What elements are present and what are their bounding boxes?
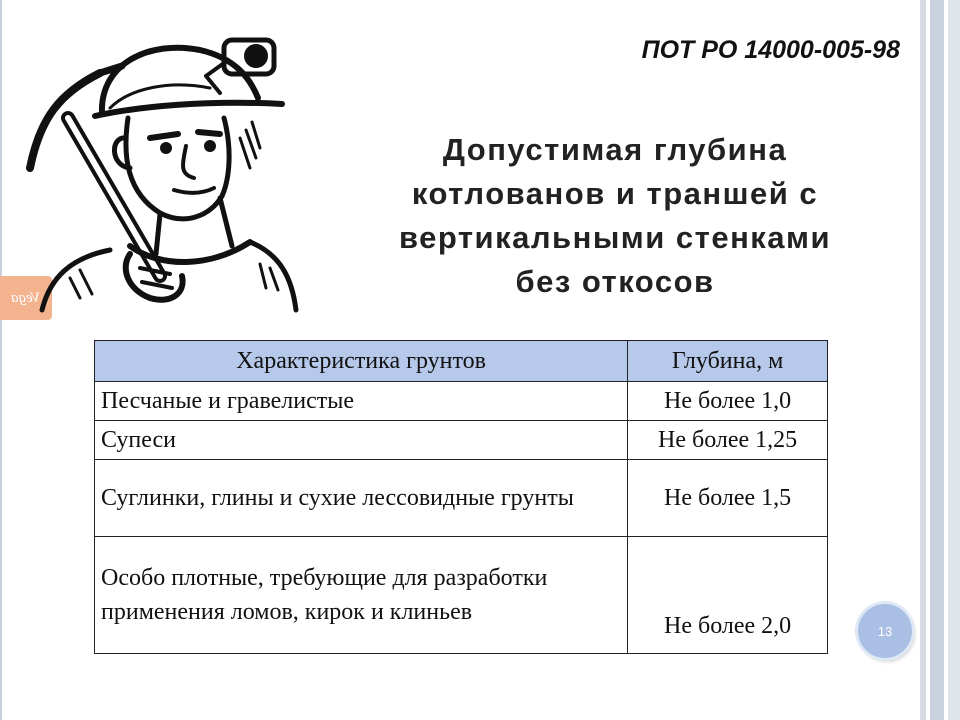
right-border-bar [930, 0, 944, 720]
header-soil: Характеристика грунтов [95, 341, 628, 382]
page-number-badge: 13 [858, 604, 912, 658]
table-row [95, 537, 828, 654]
depth-cell: Не более 1,0 [628, 382, 828, 421]
table-row [95, 421, 828, 460]
slide-title: Допустимая глубина котлованов и траншей с вертикальными стенками без откосов [398, 132, 832, 299]
table-row [95, 382, 828, 421]
soil-cell: Песчаные и гравелистые [95, 382, 628, 421]
right-border-bar [948, 0, 960, 720]
table-row [95, 460, 828, 537]
soil-cell: Суглинки, глины и сухие лессовидные грунты [95, 460, 628, 537]
soil-depth-table [94, 340, 828, 654]
miner-illustration [10, 18, 300, 314]
side-tab-label: Vega [11, 289, 41, 306]
soil-cell: Супеси [95, 421, 628, 460]
table-header-row [95, 341, 828, 382]
header-depth: Глубина, м [628, 341, 828, 382]
depth-cell: Не более 1,25 [628, 421, 828, 460]
document-code: ПОТ РО 14000-005-98 [641, 36, 900, 64]
depth-cell: Не более 1,5 [628, 460, 828, 537]
soil-cell: Особо плотные, требующие для разработки применения ломов, кирок и клиньев [95, 537, 628, 654]
left-border-line [0, 0, 2, 720]
depth-cell: Не более 2,0 [628, 537, 828, 654]
